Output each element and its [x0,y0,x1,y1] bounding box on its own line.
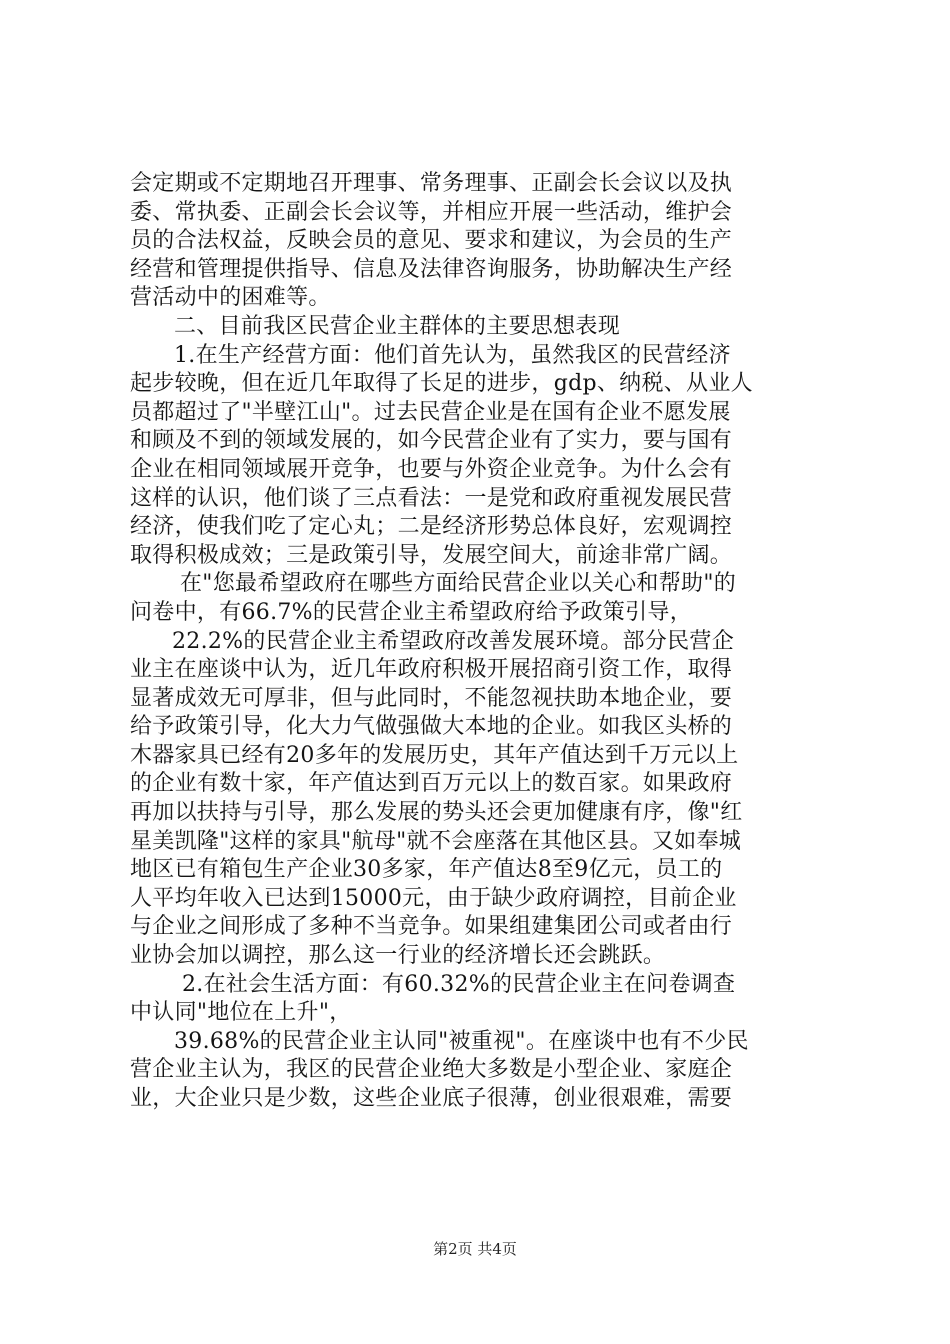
body-text [130,170,830,1114]
text-line: 的企业有数十家，年产值达到百万元以上的数百家。如果政府 [130,771,733,797]
text-line: 在"您最希望政府在哪些方面给民营企业以关心和帮助"的 [180,571,737,597]
text-line: 这样的认识，他们谈了三点看法：一是党和政府重视发展民营 [130,485,733,511]
text-line: 企业在相同领域展开竞争，也要与外资企业竞争。为什么会有 [130,456,733,482]
text-line: 显著成效无可厚非，但与此同时，不能忽视扶助本地企业，要 [130,685,733,711]
text-line: 员的合法权益，反映会员的意见、要求和建议，为会员的生产 [130,228,733,254]
text-line: 和顾及不到的领域发展的，如今民营企业有了实力，要与国有 [130,428,733,454]
text-line: 二、目前我区民营企业主群体的主要思想表现 [174,313,621,339]
text-line: 业主在座谈中认为，近几年政府积极开展招商引资工作，取得 [130,657,733,683]
text-line: 人平均年收入已达到15000元，由于缺少政府调控，目前企业 [130,885,737,911]
text-line: 营活动中的困难等。 [130,285,331,311]
text-line: 2.在社会生活方面：有60.32%的民营企业主在问卷调查 [182,971,736,997]
text-line: 业，大企业只是少数，这些企业底子很薄，创业很艰难，需要 [130,1086,733,1111]
page-footer: 第2页 共4页 [433,1240,517,1258]
text-line: 39.68%的民营企业主认同"被重视"。在座谈中也有不少民 [174,1028,749,1054]
text-line: 会定期或不定期地召开理事、常务理事、正副会长会议以及执 [130,171,733,196]
text-line: 委、常执委、正副会长会议等，并相应开展一些活动，维护会 [130,199,733,225]
text-line: 星美凯隆"这样的家具"航母"就不会座落在其他区县。又如奉城 [130,828,742,854]
text-line: 地区已有箱包生产企业30多家，年产值达8至9亿元，员工的 [130,857,723,883]
text-line: 22.2%的民营企业主希望政府改善发展环境。部分民营企 [172,628,734,654]
text-line: 营企业主认为，我区的民营企业绝大多数是小型企业、家庭企 [130,1057,733,1083]
text-line: 经营和管理提供指导、信息及法律咨询服务，协助解决生产经 [130,256,733,282]
text-line: 起步较晚，但在近几年取得了长足的进步，gdp、纳税、从业人 [130,371,753,397]
text-line: 木器家具已经有20多年的发展历史，其年产值达到千万元以上 [130,742,739,768]
text-line: 经济，使我们吃了定心丸；二是经济形势总体良好，宏观调控 [130,514,733,540]
text-line: 中认同"地位在上升"， [130,1000,352,1026]
text-line: 1.在生产经营方面：他们首先认为，虽然我区的民营经济 [174,342,731,368]
text-line: 问卷中，有66.7%的民营企业主希望政府给予政策引导， [130,599,692,625]
text-line: 员都超过了"半壁江山"。过去民营企业是在国有企业不愿发展 [130,399,731,425]
text-line: 与企业之间形成了多种不当竞争。如果组建集团公司或者由行 [130,914,733,940]
text-line: 再加以扶持与引导，那么发展的势头还会更加健康有序，像"红 [130,800,743,826]
text-line: 业协会加以调控，那么这一行业的经济增长还会跳跃。 [130,943,666,969]
text-line: 给予政策引导，化大力气做强做大本地的企业。如我区头桥的 [130,714,733,740]
text-line: 取得积极成效；三是政策引导，发展空间大，前途非常广阔。 [130,542,733,568]
